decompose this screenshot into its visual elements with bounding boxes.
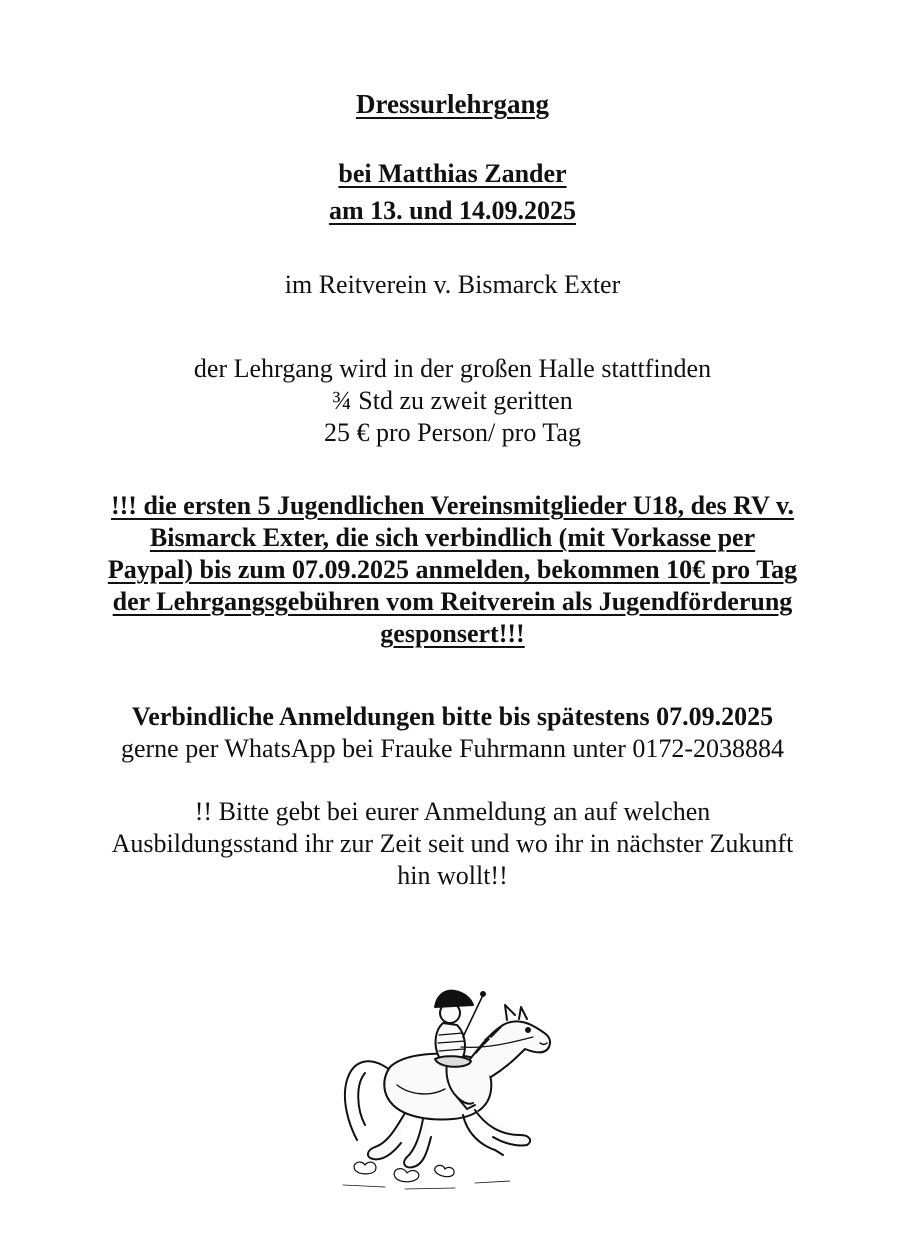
sponsorship-line: der Lehrgangsgebühren vom Reitverein als Jugendförderung (112, 587, 793, 616)
pony-rider-illustration (335, 985, 570, 1195)
note-line: hin wollt!! (397, 861, 508, 890)
page-title: Dressurlehrgang (356, 89, 549, 119)
details-line-price: 25 € pro Person/ pro Tag (324, 418, 581, 447)
trainer-line: bei Matthias Zander (338, 159, 567, 188)
note-line: !! Bitte gebt bei eurer Anmeldung an auf welchen (194, 797, 711, 826)
date-line: am 13. und 14.09.2025 (328, 196, 577, 225)
venue-line: im Reitverein v. Bismarck Exter (284, 270, 621, 299)
sponsorship-line: Bismarck Exter, die sich verbindlich (mit Vorkasse per (149, 523, 756, 552)
details-line-hall: der Lehrgang wird in der großen Halle stattfinden (193, 354, 712, 383)
details-line-duration: ¾ Std zu zweit geritten (332, 386, 573, 415)
sponsorship-line: !!! die ersten 5 Jugendlichen Vereinsmitglieder U18, des RV v. (110, 491, 795, 520)
note-line: Ausbildungsstand ihr zur Zeit seit und wo ihr in nächster Zukunft (111, 829, 794, 858)
sponsorship-line: Paypal) bis zum 07.09.2025 anmelden, bekommen 10€ pro Tag (107, 555, 798, 584)
registration-deadline: Verbindliche Anmeldungen bitte bis spätestens 07.09.2025 (131, 702, 774, 731)
sponsorship-line: gesponsert!!! (380, 619, 525, 648)
registration-contact: gerne per WhatsApp bei Frauke Fuhrmann unter 0172-2038884 (120, 734, 785, 763)
